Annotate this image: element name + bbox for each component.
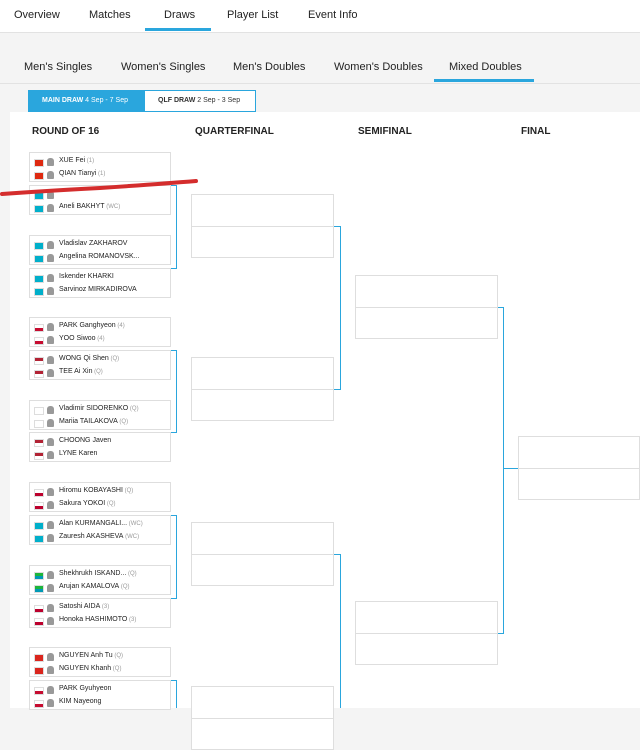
match-card[interactable] <box>29 350 171 380</box>
bracket-connector <box>340 226 341 389</box>
kr-flag-icon <box>34 324 44 332</box>
player-avatar <box>47 699 54 707</box>
score-divider <box>519 468 640 469</box>
bracket-connector <box>176 350 177 432</box>
player-row <box>30 418 170 430</box>
us-flag-icon <box>34 452 44 460</box>
cn-flag-icon <box>34 159 44 167</box>
nav-draws[interactable]: Draws <box>164 9 196 21</box>
match-card[interactable] <box>29 598 171 628</box>
vn-flag-icon <box>34 654 44 662</box>
player-row <box>30 616 170 628</box>
main-draw-label: MAIN DRAW <box>42 97 84 104</box>
kr-flag-icon <box>34 687 44 695</box>
player-row <box>30 437 170 449</box>
player-avatar <box>47 451 54 459</box>
player-name-text: QIAN Tianyi <box>59 170 97 177</box>
player-avatar <box>47 521 54 529</box>
player-avatar <box>47 204 54 212</box>
match-card[interactable] <box>29 317 171 347</box>
player-name-text: Arujan KAMALOVA <box>59 583 120 590</box>
player-name <box>59 335 105 342</box>
score-divider <box>356 633 497 634</box>
player-seed: (Q) <box>92 369 103 375</box>
player-seed: (Q) <box>105 501 116 507</box>
player-name <box>59 520 143 527</box>
player-row <box>30 368 170 380</box>
main-draw-dates: 4 Sep - 7 Sep <box>85 97 128 104</box>
player-avatar <box>47 438 54 446</box>
player-row <box>30 405 170 417</box>
player-avatar <box>47 369 54 377</box>
player-row <box>30 603 170 615</box>
jp-flag-icon <box>34 502 44 510</box>
nav-active-indicator <box>145 28 211 31</box>
bracket-connector <box>171 432 177 433</box>
player-name-text: CHOONG Javen <box>59 437 112 444</box>
player-name <box>59 355 119 362</box>
none-flag-icon <box>34 407 44 415</box>
score-divider <box>192 718 333 719</box>
kr-flag-icon <box>34 700 44 708</box>
player-name <box>59 418 128 425</box>
player-name <box>59 603 109 610</box>
player-row <box>30 652 170 664</box>
player-name <box>59 273 114 280</box>
player-name-text: PARK Gyuhyeon <box>59 685 112 692</box>
player-name-text: PARK Ganghyeon <box>59 322 116 329</box>
player-row <box>30 487 170 499</box>
player-seed: (3) <box>127 617 137 623</box>
player-row <box>30 533 170 545</box>
player-seed: (WC) <box>127 521 143 527</box>
player-name <box>59 665 121 672</box>
kz-flag-icon <box>34 522 44 530</box>
round-title-qf: QUARTERFINAL <box>195 126 274 137</box>
player-row <box>30 450 170 462</box>
player-avatar <box>47 666 54 674</box>
player-avatar <box>47 406 54 414</box>
player-avatar <box>47 336 54 344</box>
player-name-text: Shekhrukh ISKAND... <box>59 570 127 577</box>
nav-overview[interactable]: Overview <box>14 9 60 21</box>
player-name <box>59 500 116 507</box>
player-seed: (4) <box>115 323 125 329</box>
match-card[interactable] <box>29 235 171 265</box>
player-seed: (Q) <box>119 584 130 590</box>
player-row <box>30 520 170 532</box>
player-row <box>30 240 170 252</box>
sf-match-card[interactable] <box>355 275 498 339</box>
player-name <box>59 203 120 210</box>
bracket-connector <box>176 680 177 708</box>
player-avatar <box>47 287 54 295</box>
match-card[interactable] <box>29 400 171 430</box>
player-name-text: KIM Nayeong <box>59 698 102 705</box>
draw-toggle <box>28 90 256 112</box>
uz-flag-icon <box>34 585 44 593</box>
player-name-text: WONG Qi Shen <box>59 355 109 362</box>
bracket-connector <box>503 307 504 633</box>
tab-mens-singles[interactable]: Men's Singles <box>24 61 93 73</box>
jp-flag-icon <box>34 605 44 613</box>
bracket-connector <box>171 268 177 269</box>
player-seed: (3) <box>100 604 110 610</box>
round-title-final: FINAL <box>521 126 551 137</box>
player-avatar <box>47 158 54 166</box>
player-name-text: Hiromu KOBAYASHI <box>59 487 123 494</box>
match-card[interactable] <box>29 432 171 462</box>
player-name <box>59 698 101 705</box>
none-flag-icon <box>34 420 44 428</box>
player-name <box>59 487 133 494</box>
player-row <box>30 286 170 298</box>
qf-match-card[interactable] <box>191 357 334 421</box>
player-avatar <box>47 617 54 625</box>
qlf-draw-toggle[interactable] <box>145 91 255 111</box>
tab-mixed-doubles[interactable]: Mixed Doubles <box>449 61 522 73</box>
player-name-text: Alan KURMANGALI... <box>59 520 128 527</box>
player-name-text: Sarvinoz MIRKADIROVA <box>59 286 137 293</box>
player-avatar <box>47 584 54 592</box>
player-name <box>59 570 137 577</box>
match-card[interactable] <box>29 515 171 545</box>
player-name <box>59 405 139 412</box>
tab-mens-doubles[interactable]: Men's Doubles <box>233 61 306 73</box>
player-seed: (Q) <box>111 666 122 672</box>
kz-flag-icon <box>34 205 44 213</box>
player-row <box>30 203 170 215</box>
player-seed: (WC) <box>104 204 121 210</box>
player-name <box>59 286 137 293</box>
player-avatar <box>47 571 54 579</box>
qf-match-card[interactable] <box>191 686 334 750</box>
player-avatar <box>47 274 54 282</box>
player-name-text: Vladimir SIDORENKO <box>59 405 129 412</box>
event-tabs <box>0 55 640 84</box>
annotation-scribble <box>0 176 200 200</box>
us-flag-icon <box>34 370 44 378</box>
player-avatar <box>47 686 54 694</box>
player-name <box>59 533 139 540</box>
uz-flag-icon <box>34 572 44 580</box>
player-row <box>30 157 170 169</box>
player-name-text: Iskender KHARKI <box>59 273 114 280</box>
qf-match-card[interactable] <box>191 194 334 258</box>
player-name <box>59 437 111 444</box>
us-flag-icon <box>34 357 44 365</box>
player-name-text: NGUYEN Khanh <box>59 665 112 672</box>
player-name-text: XUE Fei <box>59 157 86 164</box>
player-name <box>59 450 97 457</box>
player-row <box>30 273 170 285</box>
player-name-text: Honoka HASHIMOTO <box>59 616 128 623</box>
score-divider <box>192 389 333 390</box>
player-row <box>30 355 170 367</box>
player-avatar <box>47 604 54 612</box>
player-seed: (4) <box>95 336 105 342</box>
player-seed: (Q) <box>126 571 137 577</box>
player-row <box>30 698 170 710</box>
us-flag-icon <box>34 439 44 447</box>
player-seed: (Q) <box>128 406 139 412</box>
player-row <box>30 570 170 582</box>
player-name-text: Satoshi AIDA <box>59 603 101 610</box>
final-match-card[interactable] <box>518 436 640 500</box>
player-seed: (Q) <box>122 488 134 494</box>
player-name-text: Angelina ROMANOVSK... <box>59 253 140 260</box>
kz-flag-icon <box>34 242 44 250</box>
sf-match-card[interactable] <box>355 601 498 665</box>
player-name-text: YOO Siwoo <box>59 335 96 342</box>
player-avatar <box>47 534 54 542</box>
player-name-text: Sakura YOKOI <box>59 500 106 507</box>
match-card[interactable] <box>29 482 171 512</box>
player-row <box>30 583 170 595</box>
tab-womens-doubles[interactable]: Women's Doubles <box>334 61 423 73</box>
player-avatar <box>47 254 54 262</box>
player-name-text: Aneli BAKHYT <box>59 203 105 210</box>
player-row <box>30 685 170 697</box>
bracket-connector <box>340 554 341 708</box>
player-name <box>59 240 127 247</box>
kz-flag-icon <box>34 288 44 296</box>
player-row <box>30 665 170 677</box>
bracket-connector <box>176 515 177 598</box>
kz-flag-icon <box>34 255 44 263</box>
match-card[interactable] <box>29 268 171 298</box>
match-card[interactable] <box>29 680 171 710</box>
player-avatar <box>47 323 54 331</box>
jp-flag-icon <box>34 618 44 626</box>
player-avatar <box>47 241 54 249</box>
player-name-text: NGUYEN Anh Tu <box>59 652 113 659</box>
player-row <box>30 335 170 347</box>
player-name-text: LYNE Karen <box>59 450 98 457</box>
player-avatar <box>47 653 54 661</box>
player-name-text: Mariia TAILAKOVA <box>59 418 118 425</box>
tab-womens-singles[interactable]: Women's Singles <box>121 61 206 73</box>
qf-match-card[interactable] <box>191 522 334 586</box>
score-divider <box>192 554 333 555</box>
main-draw-toggle[interactable] <box>29 91 145 111</box>
score-divider <box>356 307 497 308</box>
tab-active-indicator <box>434 79 534 82</box>
kr-flag-icon <box>34 337 44 345</box>
player-row <box>30 253 170 265</box>
bracket-connector <box>334 389 341 390</box>
qlf-draw-label: QLF DRAW <box>158 97 196 104</box>
player-name <box>59 652 123 659</box>
player-avatar <box>47 419 54 427</box>
player-seed: (WC) <box>123 534 140 540</box>
round-title-r16: ROUND OF 16 <box>32 126 100 137</box>
player-name <box>59 157 94 164</box>
player-row <box>30 322 170 334</box>
player-name-text: Zauresh AKASHEVA <box>59 533 124 540</box>
nav-player-list[interactable]: Player List <box>227 9 279 21</box>
qlf-draw-dates: 2 Sep - 3 Sep <box>197 97 241 104</box>
match-card[interactable] <box>29 647 171 677</box>
player-name-text: Vladislav ZAKHAROV <box>59 240 128 247</box>
player-name <box>59 368 103 375</box>
score-divider <box>192 226 333 227</box>
player-seed: (Q) <box>117 419 129 425</box>
match-card[interactable] <box>29 565 171 595</box>
nav-event-info[interactable]: Event Info <box>308 9 358 21</box>
player-avatar <box>47 356 54 364</box>
player-name <box>59 583 130 590</box>
bracket-connector <box>171 598 177 599</box>
kz-flag-icon <box>34 535 44 543</box>
bracket-connector <box>498 633 504 634</box>
vn-flag-icon <box>34 667 44 675</box>
player-seed: (Q) <box>108 356 120 362</box>
jp-flag-icon <box>34 489 44 497</box>
player-row <box>30 500 170 512</box>
player-name <box>59 616 136 623</box>
player-name <box>59 322 125 329</box>
bracket-connector <box>503 468 518 469</box>
player-seed: (Q) <box>112 653 124 659</box>
player-seed: (1) <box>85 158 95 164</box>
top-nav <box>0 0 640 33</box>
player-name <box>59 253 140 260</box>
nav-matches[interactable]: Matches <box>89 9 131 21</box>
kz-flag-icon <box>34 275 44 283</box>
round-title-sf: SEMIFINAL <box>358 126 412 137</box>
player-avatar <box>47 488 54 496</box>
player-avatar <box>47 501 54 509</box>
player-seed: (1) <box>96 171 106 177</box>
player-name <box>59 685 111 692</box>
player-name-text: TEE Ai Xin <box>59 368 93 375</box>
